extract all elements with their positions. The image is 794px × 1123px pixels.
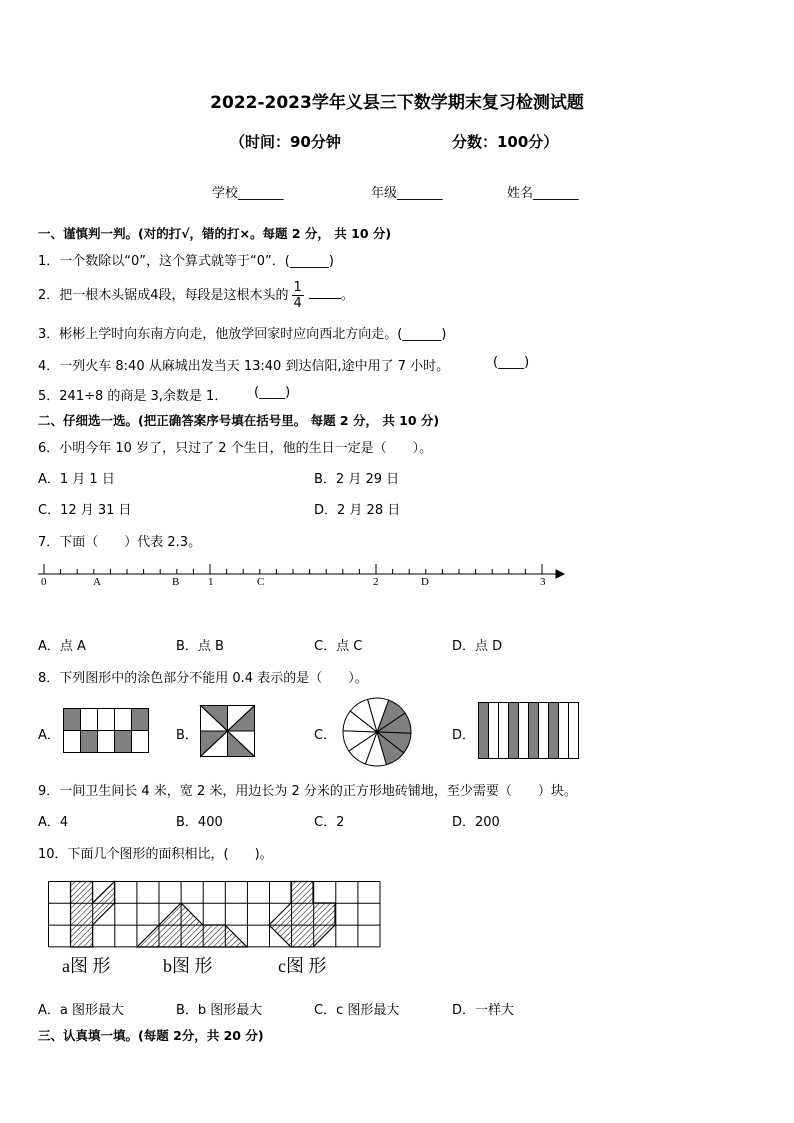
- nl-label-0: 0: [41, 576, 47, 588]
- q10-label-c: c图 形: [278, 956, 327, 976]
- q10-option-d: D．一样大: [452, 1003, 515, 1018]
- question-4-blank: (____): [493, 355, 530, 370]
- section-1-title: 一、谨慎判一判。(对的打√，错的打×。每题 2 分， 共 10 分): [38, 226, 392, 241]
- bar-column: [559, 703, 569, 759]
- q10-option-c: C．c 图形最大: [314, 1003, 400, 1018]
- nl-label-3: 3: [540, 576, 546, 588]
- nl-label-a: A: [93, 576, 101, 588]
- question-5-blank: (____): [254, 385, 291, 400]
- question-2: 2．把一根木头锯成4段，每段是这根木头的 $\frac{1}{4}$ 。: [38, 280, 354, 311]
- nl-arrow: [556, 570, 564, 578]
- q7-option-b: B．点 B: [176, 639, 224, 654]
- q8-option-b: B．: [176, 728, 198, 743]
- q9-option-d: D．200: [452, 815, 500, 830]
- question-5: 5．241÷8 的商是 3,余数是 1．: [38, 389, 228, 404]
- fraction-one-quarter: $\frac{1}{4}$: [293, 280, 302, 311]
- q8-figure-c: [340, 696, 414, 768]
- exam-time: （时间：90分钟: [230, 133, 341, 151]
- q8-figure-d: [478, 702, 580, 760]
- bar-column: [509, 703, 519, 759]
- shape-a: [71, 882, 115, 948]
- name-field: 姓名_______: [507, 186, 579, 201]
- q10-option-a: A．a 图形最大: [38, 1003, 124, 1018]
- q9-option-a: A．4: [38, 815, 69, 830]
- bar-column: [479, 703, 489, 759]
- q9-option-c: C．2: [314, 815, 345, 830]
- q9-option-b: B．400: [176, 815, 223, 830]
- school-field: 学校_______: [212, 186, 284, 201]
- question-6: 6．小明今年 10 岁了，只过了 2 个生日，他的生日一定是（ ）。: [38, 441, 433, 456]
- bar-column: [489, 703, 499, 759]
- q10-label-a: a图 形: [62, 956, 111, 976]
- question-8: 8．下列图形中的涂色部分不能用 0.4 表示的是（ ）。: [38, 671, 368, 686]
- question-7: 7．下面（ ）代表 2.3。: [38, 535, 202, 550]
- q8-option-a: A．: [38, 728, 60, 743]
- bar-column: [519, 703, 529, 759]
- nl-label-d: D: [421, 576, 429, 588]
- question-3: 3．彬彬上学时向东南方向走，他放学回家时应向西北方向走。(______): [38, 327, 447, 342]
- q8-option-d: D．: [452, 728, 476, 743]
- q10-grid-figure: [48, 880, 384, 950]
- bar-column: [529, 703, 539, 759]
- q6-option-c: C．12 月 31 日: [38, 503, 132, 518]
- shape-c: [269, 882, 335, 948]
- q10-option-b: B．b 图形最大: [176, 1003, 263, 1018]
- bar-column: [569, 703, 579, 759]
- bar-column: [549, 703, 559, 759]
- q8-option-c: C．: [314, 728, 337, 743]
- q7-option-c: C．点 C: [314, 639, 363, 654]
- question-1: 1．一个数除以“0”，这个算式就等于“0”．(______): [38, 254, 334, 269]
- nl-label-c: C: [257, 576, 265, 588]
- q6-option-a: A．1 月 1 日: [38, 472, 115, 487]
- question-2-text: 2．把一根木头锯成4段，每段是这根木头的: [38, 288, 289, 303]
- page-title: 2022-2023学年义县三下数学期末复习检测试题: [210, 93, 584, 113]
- section-3-title: 三、认真填一填。(每题 2分，共 20 分): [38, 1028, 264, 1043]
- nl-label-b: B: [172, 576, 180, 588]
- question-10: 10．下面几个图形的面积相比，( )。: [38, 847, 273, 862]
- question-4: 4．一列火车 8:40 从麻城出发当天 13:40 到达信阳,途中用了 7 小时。: [38, 359, 450, 374]
- bar-column: [539, 703, 549, 759]
- q7-option-a: A．点 A: [38, 639, 86, 654]
- exam-score: 分数：100分）: [452, 133, 559, 151]
- grade-field: 年级_______: [371, 186, 443, 201]
- question-9: 9．一间卫生间长 4 米，宽 2 米，用边长为 2 分米的正方形地砖铺地，至少需要（ ）块。: [38, 784, 577, 799]
- q10-label-b: b图 形: [163, 956, 213, 976]
- nl-label-1: 1: [208, 576, 214, 588]
- q6-option-b: B．2 月 29 日: [314, 472, 400, 487]
- q7-option-d: D．点 D: [452, 639, 503, 654]
- nl-label-2: 2: [373, 576, 379, 588]
- q8-figure-a: [63, 708, 149, 754]
- bar-column: [499, 703, 509, 759]
- q8-figure-b: [200, 705, 255, 757]
- q6-option-d: D．2 月 28 日: [314, 503, 401, 518]
- section-2-title: 二、仔细选一选。(把正确答案序号填在括号里。 每题 2 分， 共 10 分): [38, 413, 440, 428]
